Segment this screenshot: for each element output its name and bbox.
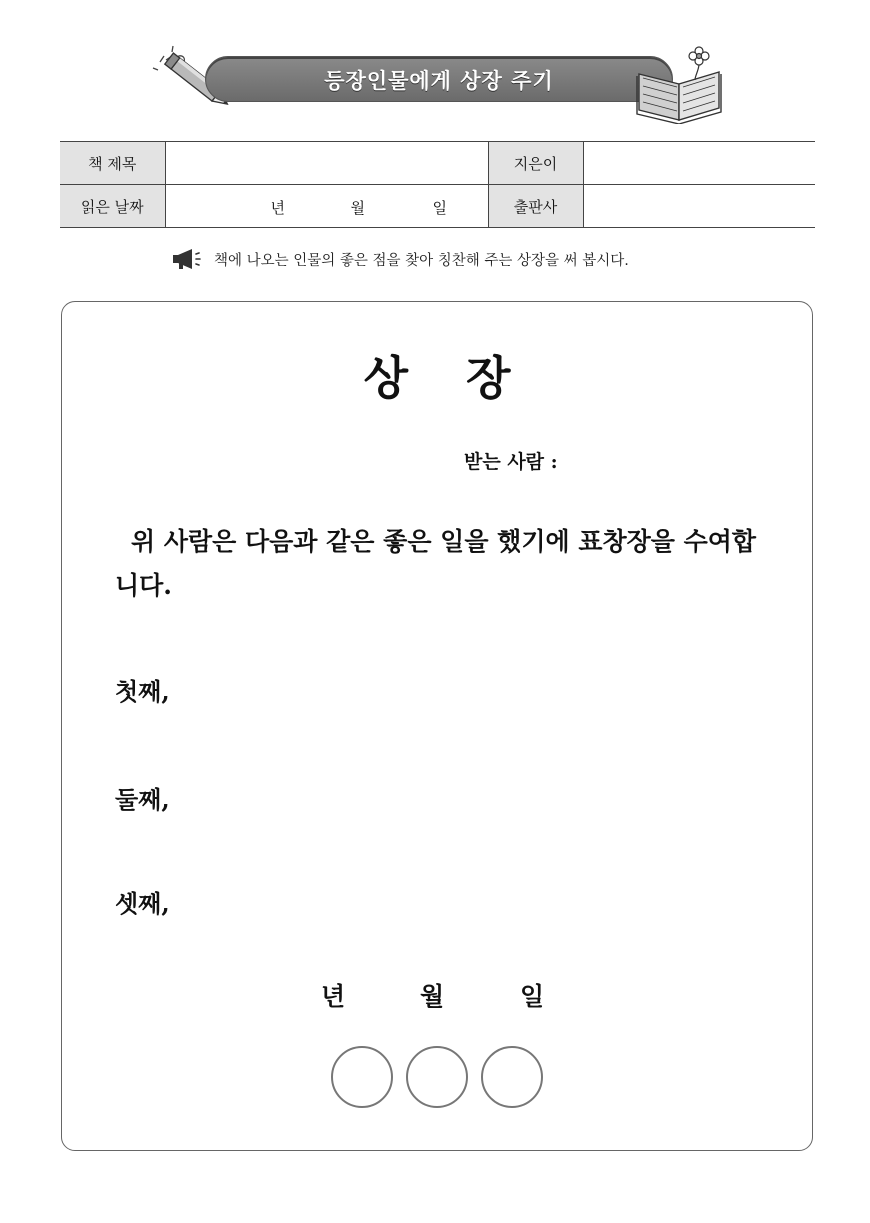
title-banner	[150, 44, 720, 124]
name-circle[interactable]	[481, 1046, 543, 1108]
instruction-text: 책에 나오는 인물의 좋은 점을 찾아 칭찬해 주는 상장을 써 봅시다.	[214, 252, 629, 269]
certificate-year-label: 년	[321, 982, 346, 1011]
table-row	[60, 185, 815, 228]
author-field[interactable]	[583, 142, 815, 185]
item-second: 둘째,	[115, 785, 170, 814]
certificate-frame	[61, 301, 813, 1151]
publisher-label: 출판사	[488, 185, 583, 228]
item-first: 첫째,	[115, 677, 170, 706]
recipient-label: 받는 사람 :	[464, 451, 558, 473]
book-title-field[interactable]	[165, 142, 488, 185]
megaphone-icon	[172, 248, 206, 270]
month-label: 월	[350, 199, 365, 217]
book-title-label: 책 제목	[60, 142, 165, 185]
day-label: 일	[432, 199, 447, 217]
certificate-body: 위 사람은 다음과 같은 좋은 일을 했기에 표창장을 수여합니다.	[115, 527, 757, 600]
open-book-icon	[635, 44, 725, 124]
certificate-title: 상장	[363, 351, 569, 405]
instruction	[172, 248, 629, 270]
page-title: 등장인물에게 상장 주기	[324, 69, 554, 93]
name-circle[interactable]	[406, 1046, 468, 1108]
author-label: 지은이	[488, 142, 583, 185]
book-info-table	[60, 141, 815, 228]
certificate-day-label: 일	[520, 982, 545, 1011]
publisher-field[interactable]	[583, 185, 815, 228]
date-read-field[interactable]	[165, 185, 488, 228]
certificate-month-label: 월	[420, 982, 445, 1011]
date-read-label: 읽은 날짜	[60, 185, 165, 228]
table-row	[60, 142, 815, 185]
year-label: 년	[270, 199, 285, 217]
title-bar	[205, 56, 673, 102]
name-circle[interactable]	[331, 1046, 393, 1108]
item-third: 셋째,	[115, 889, 170, 918]
